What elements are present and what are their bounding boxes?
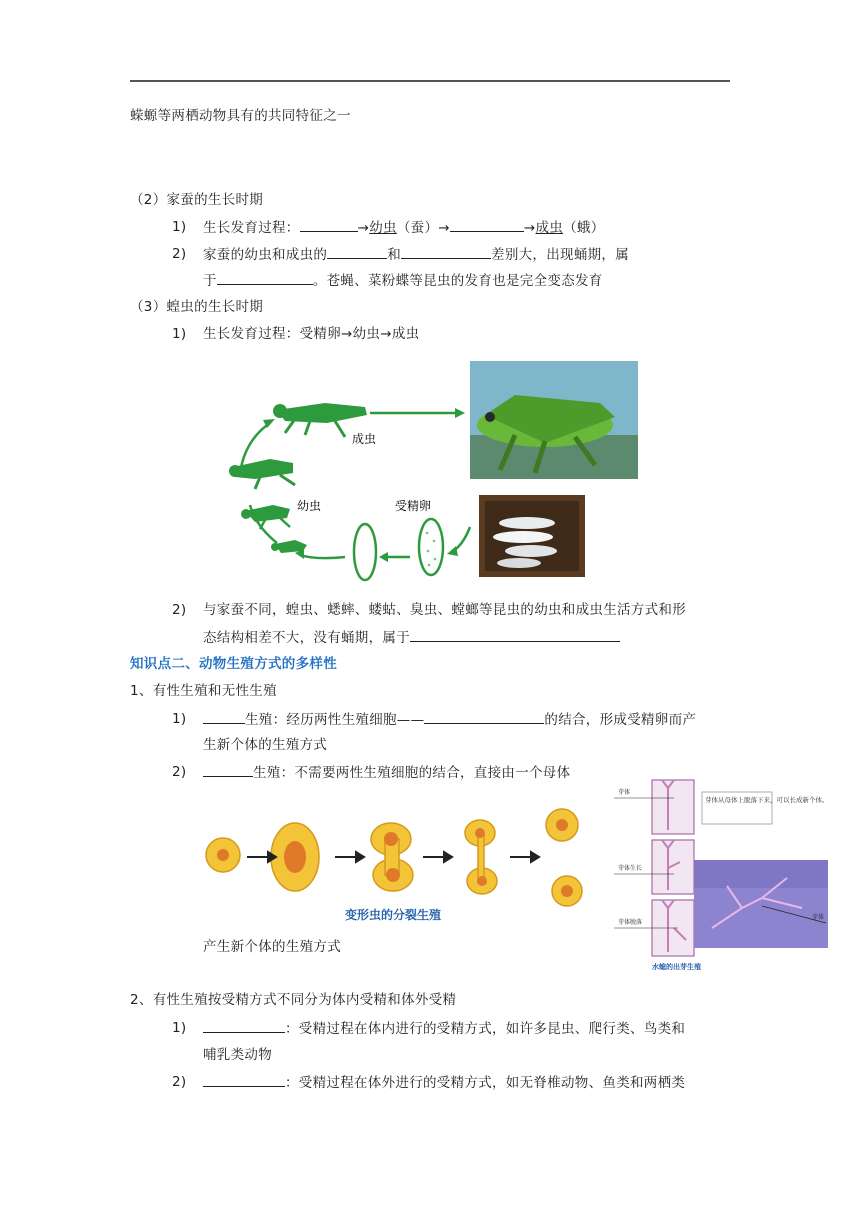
label-fertilized-egg: 受精卵 <box>395 499 432 513</box>
fill-blank[interactable] <box>300 217 358 232</box>
amoeba-caption: 变形虫的分裂生殖 <box>345 908 442 922</box>
internal-fertilization-line2: 哺乳类动物 <box>203 1047 272 1063</box>
fill-blank[interactable] <box>401 244 491 259</box>
locust-lifecycle-figure <box>215 355 645 585</box>
asexual-reproduction-line1: 生殖：不需要两性生殖细胞的结合，直接由一个母体 <box>203 762 570 783</box>
external-fertilization-line1: ：受精过程在体外进行的受精方式，如无脊椎动物、鱼类和两栖类 <box>203 1072 685 1093</box>
asexual-reproduction-line2: 产生新个体的生殖方式 <box>203 939 341 955</box>
label-adult: 成虫 <box>352 432 377 446</box>
list-number: 2) <box>172 764 187 780</box>
sexual-reproduction-line2: 生新个体的生殖方式 <box>203 737 328 753</box>
s2-heading: 2、有性生殖按受精方式不同分为体内受精和体外受精 <box>130 992 457 1008</box>
locust-process: 生长发育过程：受精卵→幼虫→成虫 <box>203 326 420 342</box>
silkworm-item2-line1: 家蚕的幼虫和成虫的 和 差别大，出现蛹期，属 <box>203 244 629 265</box>
locust-item2-line1: 与家蚕不同，蝗虫、蟋蟀、蝼蛄、臭虫、螳螂等昆虫的幼虫和成虫生活方式和形 <box>203 602 686 618</box>
list-number: 1) <box>172 1020 187 1036</box>
fill-blank[interactable] <box>327 244 387 259</box>
hydra-label-bud: 芽体 <box>618 789 631 796</box>
locust-heading: （3）蝗虫的生长时期 <box>130 299 264 315</box>
list-number: 2) <box>172 246 187 262</box>
list-number: 2) <box>172 602 187 618</box>
adult-grasshopper-photo <box>470 361 638 479</box>
intro-text: 蝾螈等两栖动物具有的共同特征之一 <box>130 108 351 124</box>
fill-blank[interactable] <box>203 709 245 724</box>
eggs-photo <box>479 495 585 577</box>
fill-blank[interactable] <box>203 762 253 777</box>
fill-blank[interactable] <box>410 627 620 642</box>
locust-item2-line2: 态结构相差不大，没有蛹期，属于 <box>203 627 620 648</box>
hydra-label-bud-growth: 芽体生长 <box>618 865 643 872</box>
internal-fertilization-line1: ：受精过程在体内进行的受精方式，如许多昆虫、爬行类、鸟类和 <box>203 1018 685 1039</box>
fill-blank[interactable] <box>203 1018 285 1033</box>
fill-blank[interactable] <box>424 709 544 724</box>
silkworm-process: 生长发育过程： →幼虫（蚕）→ →成虫（蛾） <box>203 217 605 238</box>
silkworm-heading: （2）家蚕的生长时期 <box>130 192 264 208</box>
hydra-budding-figure <box>612 778 830 974</box>
hydra-note: 芽体从母体上脱落下来，可以长成新个体。 <box>705 796 829 804</box>
list-number: 1) <box>172 326 187 342</box>
list-number: 2) <box>172 1074 187 1090</box>
egg-outline <box>419 519 443 575</box>
fill-blank[interactable] <box>203 1072 285 1087</box>
s1-heading: 1、有性生殖和无性生殖 <box>130 683 277 699</box>
fill-blank[interactable] <box>450 217 524 232</box>
header-rule <box>130 80 730 82</box>
list-number: 1) <box>172 219 187 235</box>
grasshopper-silhouettes <box>229 403 367 553</box>
egg-outline <box>354 524 376 580</box>
sexual-reproduction-line1: 生殖：经历两性生殖细胞—— 的结合，形成受精卵而产 <box>203 709 696 730</box>
silkworm-item2-line2: 于 。苍蝇、菜粉蝶等昆虫的发育也是完全变态发育 <box>203 270 603 291</box>
hydra-label-bud-detach: 芽体脱落 <box>618 919 643 926</box>
amoeba-fission-figure <box>195 795 600 925</box>
label-larva: 幼虫 <box>297 499 322 513</box>
hydra-label-bud-right: 芽体 <box>812 914 825 921</box>
section-title: 知识点二、动物生殖方式的多样性 <box>130 656 337 672</box>
list-number: 1) <box>172 711 187 727</box>
fill-blank[interactable] <box>217 270 313 285</box>
hydra-caption: 水螅的出芽生殖 <box>652 963 701 971</box>
